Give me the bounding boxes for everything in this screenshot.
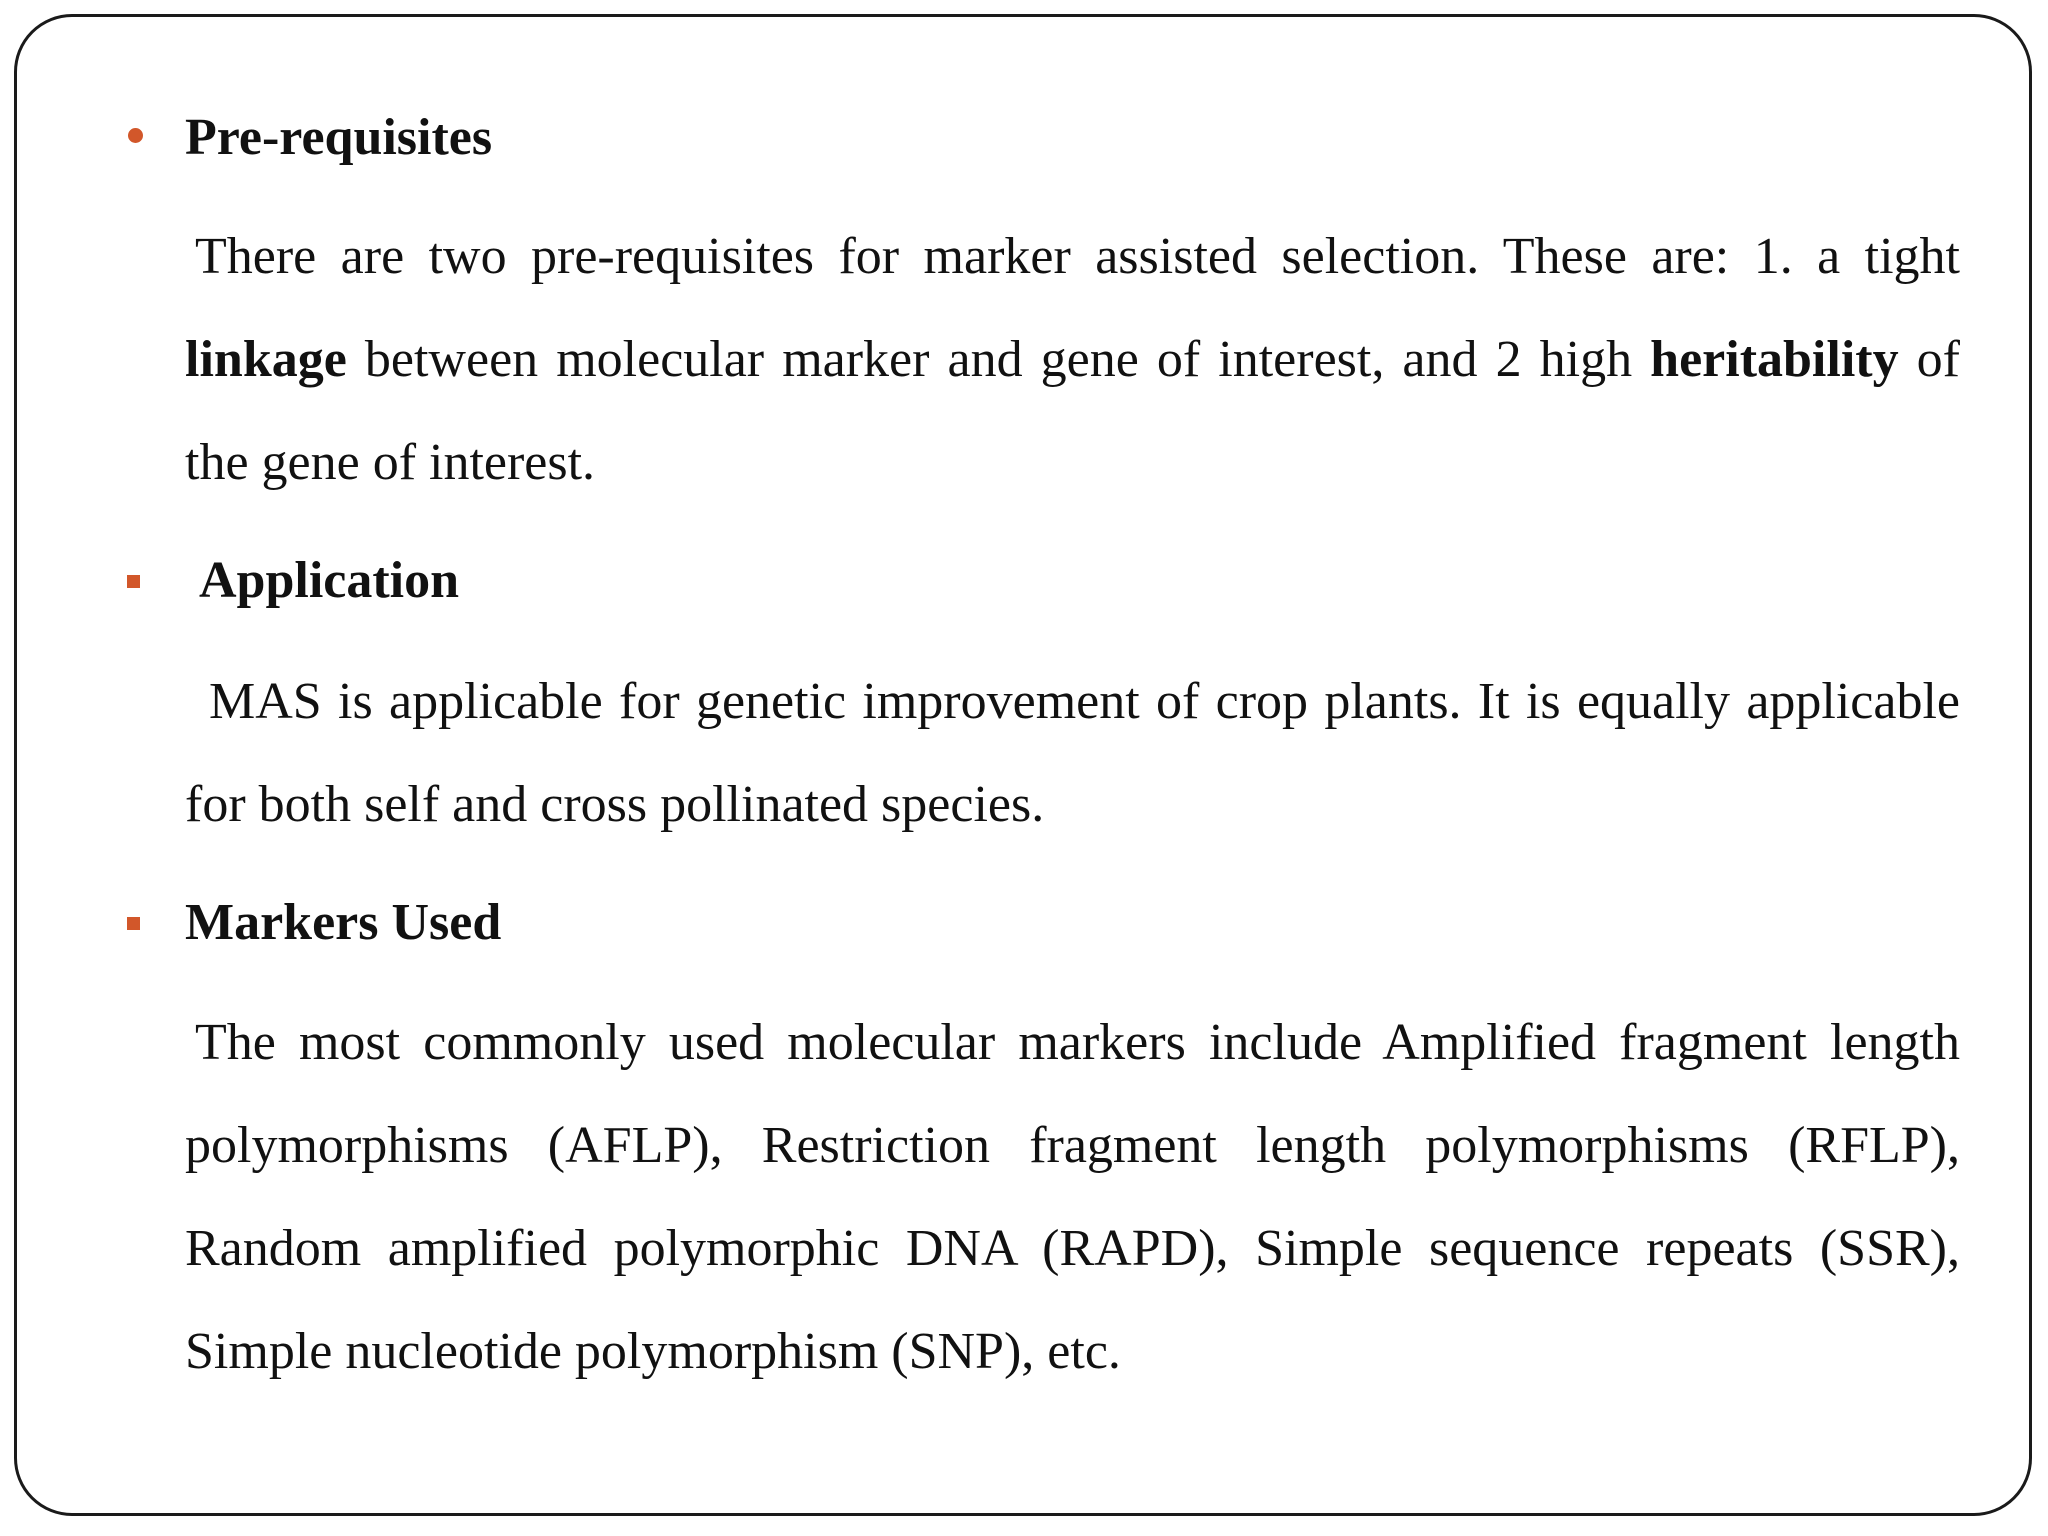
bullet-square-icon [127, 917, 140, 930]
heading-prerequisites: Pre-requisites [185, 109, 493, 166]
prereq-text-part2: between molecular marker and gene of interest, and 2 high [346, 331, 1651, 388]
prereq-bold-heritability: heritability [1650, 331, 1899, 388]
paragraph-prerequisites [185, 205, 1960, 514]
prereq-bold-linkage: linkage [185, 331, 347, 388]
heading-markers-used: Markers Used [185, 894, 502, 951]
paragraph-application: MAS is applicable for genetic improvement of crop plants. It is equally applicable for both self and cross pollinated species. [185, 673, 1960, 833]
bullet-square-icon [127, 575, 140, 588]
heading-application: Application [199, 552, 460, 609]
paragraph-markers-used: The most commonly used molecular markers include Amplified fragment length polymorphisms (AFLP), Restriction fragment length polymorphisms (RFLP), Random amplified polymorphic DNA (RAPD), Simple sequence repeats (SSR), Simple nucleotide polymorphism (SNP), etc. [185, 1014, 1960, 1380]
prereq-text-part3: of the gene of interest. [185, 331, 1960, 491]
prereq-text-part1: There are two pre-requisites for marker assisted selection. These are: 1. a tight [195, 228, 1960, 285]
bullet-dot-icon [128, 128, 143, 143]
